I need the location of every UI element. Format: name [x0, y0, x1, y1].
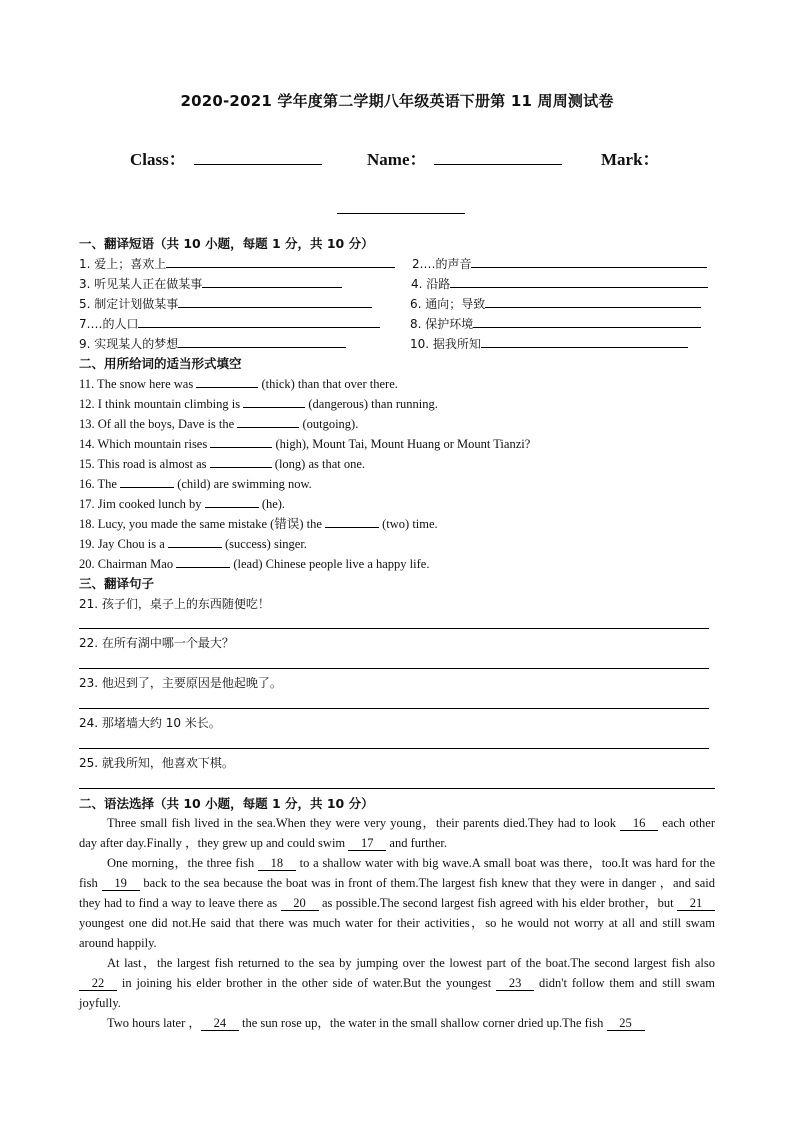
answer-blank[interactable]: 25 [607, 1016, 645, 1031]
mark-field [601, 145, 660, 170]
answer-blank[interactable] [481, 334, 688, 348]
translation-prompt: 22. 在所有湖中哪一个最大？ [79, 636, 234, 650]
phrase-item: 10. 据我所知 [410, 334, 688, 352]
answer-blank[interactable] [243, 394, 305, 408]
answer-line[interactable] [79, 668, 709, 669]
class-field [130, 145, 322, 170]
answer-blank[interactable] [166, 254, 395, 268]
phrase-item: 5. 制定计划做某事 [79, 294, 372, 312]
answer-blank[interactable] [471, 254, 707, 268]
phrase-item: 4. 沿路 [411, 274, 708, 292]
passage-paragraph: Two hours later ， 24 the sun rose up，the water in the small shallow corner dried up.The fish 25 [79, 1013, 715, 1033]
answer-blank[interactable] [196, 374, 258, 388]
answer-blank[interactable] [178, 294, 372, 308]
answer-blank[interactable] [485, 294, 701, 308]
answer-blank[interactable]: 23 [496, 976, 534, 991]
translation-prompt: 23. 他迟到了，主要原因是他起晚了。 [79, 676, 282, 690]
translation-prompt: 25. 就我所知，他喜欢下棋。 [79, 756, 234, 770]
fill-item: 14. Which mountain rises (high), Mount Tai, Mount Huang or Mount Tianzi? [79, 434, 530, 453]
name-label: Name： [367, 150, 427, 169]
answer-blank[interactable]: 21 [677, 896, 715, 911]
section-heading: 三、翻译句子 [79, 576, 155, 591]
class-label: Class： [130, 150, 186, 169]
passage-paragraph: One morning，the three fish 18 to a shallow water with big wave.A small boat was there，too.It was hard for the fish 19 back to the sea because the boat was in front of them.The largest fish knew that they were in danger ，and said they had to find a way to leave there as 20 as possible.The second largest fish agreed with his elder brother，but 21 youngest one did not.He said that there was much water for their activities，so he would not worry at all and still swam around happily. [79, 856, 716, 950]
answer-blank[interactable]: 17 [348, 836, 386, 851]
answer-blank[interactable] [168, 534, 222, 548]
phrase-item: 8. 保护环境 [410, 314, 701, 332]
fill-item: 11. The snow here was (thick) than that over there. [79, 374, 398, 393]
translation-prompt: 21. 孩子们，桌子上的东西随便吃！ [79, 597, 270, 611]
answer-blank[interactable] [138, 314, 380, 328]
phrase-item: 7.…的人口 [79, 314, 380, 332]
answer-blank[interactable] [210, 454, 272, 468]
passage-paragraph: At last，the largest fish returned to the sea by jumping over the lowest part of the boat.The second largest fish also 22 in joining his elder brother in the other side of water.But the youngest 23 didn't follow them and still swam joyfully. [79, 956, 715, 1010]
answer-blank[interactable] [176, 554, 230, 568]
answer-blank[interactable] [120, 474, 174, 488]
name-field [367, 145, 562, 170]
answer-blank[interactable]: 19 [102, 876, 140, 891]
mark-label: Mark： [601, 150, 660, 169]
answer-blank[interactable]: 16 [620, 816, 658, 831]
fill-item: 13. Of all the boys, Dave is the (outgoing). [79, 414, 358, 433]
phrase-item: 3. 听见某人正在做某事 [79, 274, 342, 292]
phrase-item: 6. 通向；导致 [410, 294, 701, 312]
phrase-item: 1. 爱上；喜欢上 [79, 254, 395, 272]
answer-line[interactable] [79, 628, 709, 629]
section-heading: 一、翻译短语（共 10 小题，每题 1 分，共 10 分） [79, 236, 374, 251]
answer-blank[interactable] [202, 274, 342, 288]
answer-blank[interactable]: 20 [281, 896, 319, 911]
class-blank[interactable] [194, 150, 322, 165]
page-title: 2020-2021 学年度第二学期八年级英语下册第 11 周周测试卷 [180, 92, 614, 110]
fill-item: 20. Chairman Mao (lead) Chinese people live a happy life. [79, 554, 429, 573]
fill-item: 12. I think mountain climbing is (dangerous) than running. [79, 394, 438, 413]
answer-blank[interactable] [210, 434, 272, 448]
answer-line[interactable] [79, 788, 715, 789]
answer-blank[interactable]: 24 [201, 1016, 239, 1031]
phrase-item: 2.…的声音 [412, 254, 707, 272]
fill-item: 19. Jay Chou is a (success) singer. [79, 534, 307, 553]
mark-blank[interactable] [337, 213, 465, 214]
answer-blank[interactable]: 22 [79, 976, 117, 991]
phrase-item: 9. 实现某人的梦想 [79, 334, 346, 352]
answer-blank[interactable] [205, 494, 259, 508]
answer-blank[interactable] [325, 514, 379, 528]
fill-item: 17. Jim cooked lunch by (he). [79, 494, 285, 513]
fill-item: 16. The (child) are swimming now. [79, 474, 312, 493]
section-heading: 二、用所给词的适当形式填空 [79, 356, 242, 371]
answer-line[interactable] [79, 748, 709, 749]
answer-blank[interactable] [178, 334, 346, 348]
answer-blank[interactable] [473, 314, 701, 328]
passage-paragraph: Three small fish lived in the sea.When they were very young，their parents died.They had to look 16 each other day after day.Finally ，they grew up and could swim 17 and further. [79, 816, 716, 850]
answer-blank[interactable] [237, 414, 299, 428]
fill-item: 15. This road is almost as (long) as that one. [79, 454, 365, 473]
section-heading: 二、语法选择（共 10 小题，每题 1 分，共 10 分） [79, 796, 374, 811]
translation-prompt: 24. 那堵墙大约 10 米长。 [79, 716, 221, 730]
answer-blank[interactable] [450, 274, 708, 288]
answer-blank[interactable]: 18 [258, 856, 296, 871]
answer-line[interactable] [79, 708, 709, 709]
fill-item: 18. Lucy, you made the same mistake (错误) the (two) time. [79, 514, 438, 533]
name-blank[interactable] [434, 150, 562, 165]
